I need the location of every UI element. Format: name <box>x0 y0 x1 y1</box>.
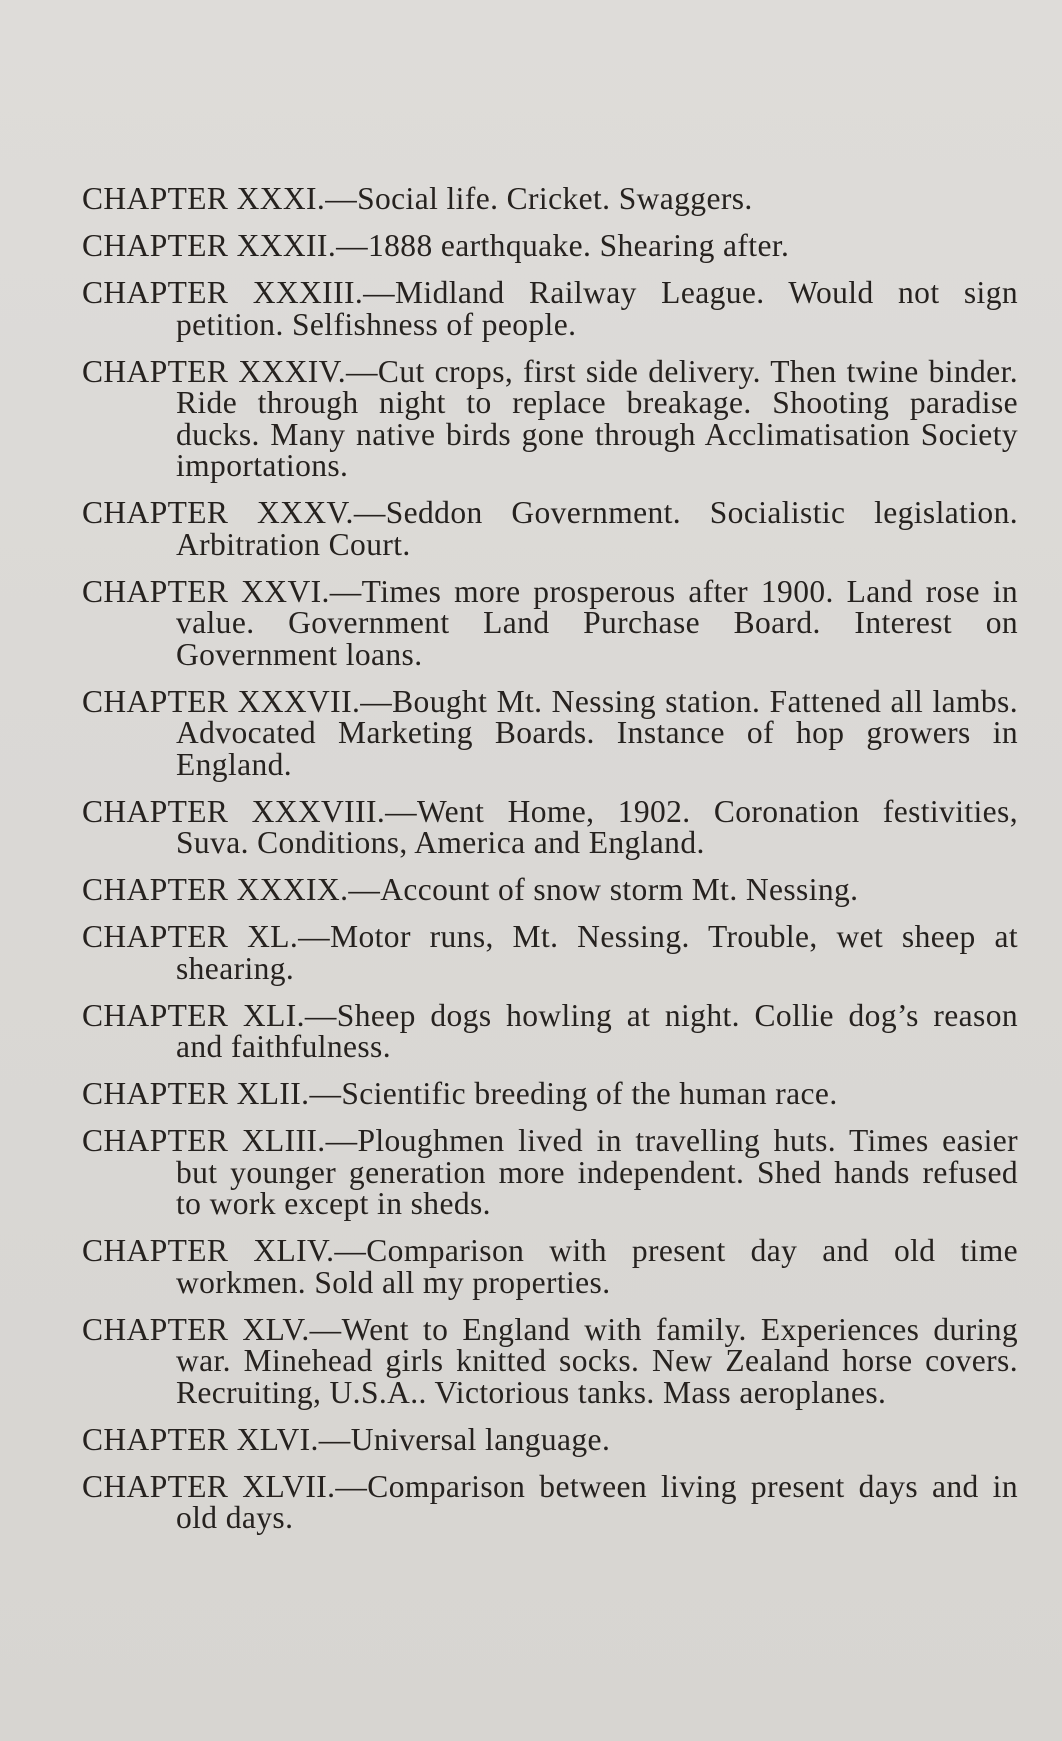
chapter-entry-xxxv: CHAPTER XXXV.—Seddon Government. Socialistic legislation. Arbitration Court. <box>82 495 1018 562</box>
chapter-entry-xlvi: CHAPTER XLVI.—Universal language. <box>82 1421 611 1457</box>
chapter-entry-xliv: CHAPTER XLIV.—Comparison with present day and old time workmen. Sold all my properties. <box>82 1233 1018 1300</box>
chapter-entry-xxxix: CHAPTER XXXIX.—Account of snow storm Mt. Nessing. <box>82 872 859 907</box>
chapter-entry-xl: CHAPTER XL.—Motor runs, Mt. Nessing. Trouble, wet sheep at shearing. <box>82 919 1018 986</box>
chapter-entry-xlvii: CHAPTER XLVII.—Comparison between living present days and in old days. <box>82 1468 1018 1535</box>
chapter-entry-xliii: CHAPTER XLIII.—Ploughmen lived in travelling huts. Times easier but younger generation more independent. Shed hands refused to work except in sheds. <box>82 1123 1018 1221</box>
chapter-entry-xxxi: CHAPTER XXXI.—Social life. Cricket. Swaggers. <box>82 181 753 216</box>
chapter-entry-xxxviii: CHAPTER XXXVIII.—Went Home, 1902. Coronation festivities, Suva. Conditions, America and England. <box>82 793 1018 860</box>
chapter-entry-xlii: CHAPTER XLII.—Scientific breeding of the human race. <box>82 1076 838 1111</box>
chapter-entry-xlv: CHAPTER XLV.—Went to England with family. Experiences during war. Minehead girls knitted socks. New Zealand horse covers. Recruiting, U.S.A.. Victorious tanks. Mass aeroplanes. <box>82 1311 1018 1410</box>
chapter-entry-xxxiii: CHAPTER XXXIII.—Midland Railway League. Would not sign petition. Selfishness of people. <box>82 275 1018 342</box>
chapter-entry-xxxvii: CHAPTER XXXVII.—Bought Mt. Nessing station. Fattened all lambs. Advocated Marketing Boards. Instance of hop growers in England. <box>82 683 1018 782</box>
chapter-entry-xxxiv: CHAPTER XXXIV.—Cut crops, first side delivery. Then twine binder. Ride through night to replace breakage. Shooting paradise ducks. Many native birds gone through Acclimatisation Society importations. <box>82 353 1018 483</box>
chapter-entry-xli: CHAPTER XLI.—Sheep dogs howling at night. Collie dog’s reason and faithfulness. <box>82 997 1018 1064</box>
chapter-entry-xxvi: CHAPTER XXVI.—Times more prosperous after 1900. Land rose in value. Government Land Purchase Board. Interest on Government loans. <box>82 573 1018 672</box>
chapter-contents-list <box>82 183 1018 1534</box>
chapter-entry-xxxii: CHAPTER XXXII.—1888 earthquake. Shearing after. <box>82 228 790 263</box>
